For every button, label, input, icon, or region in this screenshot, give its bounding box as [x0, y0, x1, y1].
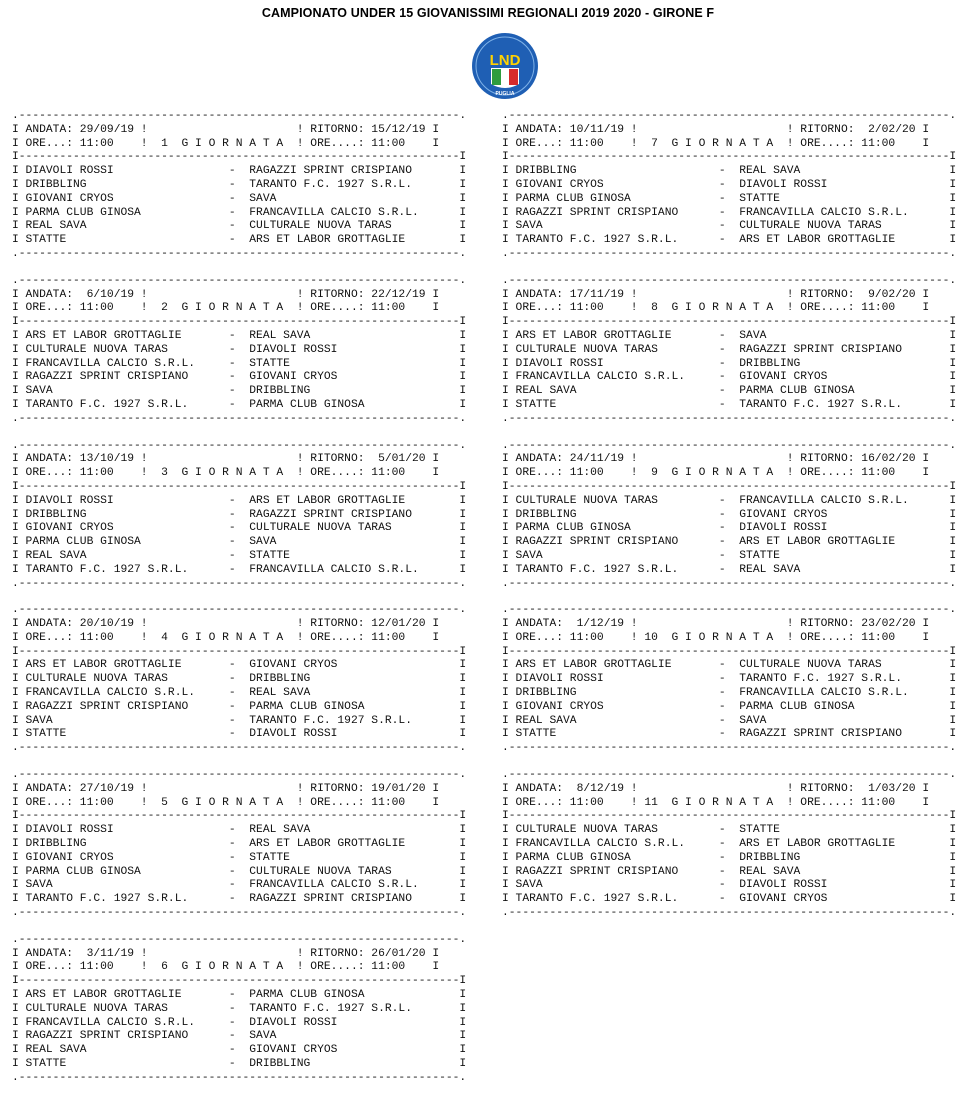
- andata-ritorno-header: I ANDATA: 1/12/19 ! ! RITORNO: 23/02/20 I: [502, 618, 930, 631]
- ore-giornata-header: I ORE...: 11:00 ! 8 G I O R N A T A ! ORE....: 11:00 I: [502, 302, 930, 315]
- ore-giornata-header: I ORE...: 11:00 ! 3 G I O R N A T A ! ORE....: 11:00 I: [12, 467, 440, 480]
- separator-line: I-----------------------------------------------------------------I: [12, 316, 467, 329]
- separator-line: I-----------------------------------------------------------------I: [12, 810, 467, 823]
- match-row: I DRIBBLING - ARS ET LABOR GROTTAGLIE I: [12, 838, 467, 851]
- separator-line: I-----------------------------------------------------------------I: [12, 975, 467, 988]
- match-row: I CULTURALE NUOVA TARAS - FRANCAVILLA CALCIO S.R.L. I: [502, 494, 957, 507]
- ore-giornata-header: I ORE...: 11:00 ! 6 G I O R N A T A ! ORE....: 11:00 I: [12, 961, 440, 974]
- ore-giornata-header: I ORE...: 11:00 ! 1 G I O R N A T A ! ORE....: 11:00 I: [12, 137, 440, 150]
- match-row: I ARS ET LABOR GROTTAGLIE - GIOVANI CRYOS I: [12, 659, 467, 672]
- match-row: I DRIBBLING - RAGAZZI SPRINT CRISPIANO I: [12, 508, 467, 521]
- match-row: I SAVA - DIAVOLI ROSSI I: [502, 879, 957, 892]
- schedule-column-right: [502, 110, 956, 934]
- match-row: I FRANCAVILLA CALCIO S.R.L. - GIOVANI CRYOS I: [502, 371, 957, 384]
- match-row: I DIAVOLI ROSSI - DRIBBLING I: [502, 357, 957, 370]
- match-row: I FRANCAVILLA CALCIO S.R.L. - ARS ET LABOR GROTTAGLIE I: [502, 838, 957, 851]
- giornata-block: [502, 440, 956, 592]
- andata-ritorno-header: I ANDATA: 8/12/19 ! ! RITORNO: 1/03/20 I: [502, 782, 930, 795]
- separator-line: I-----------------------------------------------------------------I: [502, 810, 957, 823]
- separator-line: I-----------------------------------------------------------------I: [502, 480, 957, 493]
- separator-line: .-----------------------------------------------------------------.: [502, 412, 957, 425]
- match-row: I RAGAZZI SPRINT CRISPIANO - FRANCAVILLA CALCIO S.R.L. I: [502, 206, 957, 219]
- ore-giornata-header: I ORE...: 11:00 ! 7 G I O R N A T A ! ORE....: 11:00 I: [502, 137, 930, 150]
- match-row: I PARMA CLUB GINOSA - FRANCAVILLA CALCIO S.R.L. I: [12, 206, 467, 219]
- match-row: I ARS ET LABOR GROTTAGLIE - REAL SAVA I: [12, 329, 467, 342]
- match-row: I DIAVOLI ROSSI - REAL SAVA I: [12, 824, 467, 837]
- schedule-column-left: [12, 110, 466, 1099]
- match-row: I RAGAZZI SPRINT CRISPIANO - GIOVANI CRYOS I: [12, 371, 467, 384]
- match-row: I SAVA - CULTURALE NUOVA TARAS I: [502, 220, 957, 233]
- match-row: I ARS ET LABOR GROTTAGLIE - SAVA I: [502, 329, 957, 342]
- match-row: I STATTE - ARS ET LABOR GROTTAGLIE I: [12, 234, 467, 247]
- match-row: I REAL SAVA - CULTURALE NUOVA TARAS I: [12, 220, 467, 233]
- giornata-block: [12, 110, 466, 262]
- andata-ritorno-header: I ANDATA: 3/11/19 ! ! RITORNO: 26/01/20 I: [12, 947, 440, 960]
- match-row: I STATTE - DIAVOLI ROSSI I: [12, 728, 467, 741]
- match-row: I STATTE - RAGAZZI SPRINT CRISPIANO I: [502, 728, 957, 741]
- ore-giornata-header: I ORE...: 11:00 ! 5 G I O R N A T A ! ORE....: 11:00 I: [12, 796, 440, 809]
- match-row: I STATTE - DRIBBLING I: [12, 1058, 467, 1070]
- separator-line: .-----------------------------------------------------------------.: [502, 110, 957, 122]
- match-row: I REAL SAVA - STATTE I: [12, 549, 467, 562]
- match-row: I GIOVANI CRYOS - STATTE I: [12, 851, 467, 864]
- match-row: I PARMA CLUB GINOSA - STATTE I: [502, 192, 957, 205]
- page-title: CAMPIONATO UNDER 15 GIOVANISSIMI REGIONALI 2019 2020 - GIRONE F: [261, 6, 715, 20]
- ore-giornata-header: I ORE...: 11:00 ! 2 G I O R N A T A ! ORE....: 11:00 I: [12, 302, 440, 315]
- andata-ritorno-header: I ANDATA: 24/11/19 ! ! RITORNO: 16/02/20 I: [502, 453, 930, 466]
- match-row: I RAGAZZI SPRINT CRISPIANO - ARS ET LABOR GROTTAGLIE I: [502, 536, 957, 549]
- match-row: I FRANCAVILLA CALCIO S.R.L. - STATTE I: [12, 357, 467, 370]
- separator-line: I-----------------------------------------------------------------I: [502, 316, 957, 329]
- match-row: I CULTURALE NUOVA TARAS - TARANTO F.C. 1927 S.R.L. I: [12, 1002, 467, 1015]
- separator-line: .-----------------------------------------------------------------.: [12, 412, 467, 425]
- separator-line: .-----------------------------------------------------------------.: [502, 274, 957, 287]
- match-row: I CULTURALE NUOVA TARAS - STATTE I: [502, 824, 957, 837]
- separator-line: .-----------------------------------------------------------------.: [12, 907, 467, 920]
- separator-line: I-----------------------------------------------------------------I: [12, 480, 467, 493]
- separator-line: I-----------------------------------------------------------------I: [12, 151, 467, 164]
- separator-line: I-----------------------------------------------------------------I: [502, 151, 957, 164]
- separator-line: .-----------------------------------------------------------------.: [502, 577, 957, 590]
- match-row: I RAGAZZI SPRINT CRISPIANO - PARMA CLUB GINOSA I: [12, 700, 467, 713]
- match-row: I CULTURALE NUOVA TARAS - RAGAZZI SPRINT CRISPIANO I: [502, 343, 957, 356]
- match-row: I SAVA - DRIBBLING I: [12, 385, 467, 398]
- match-row: I DRIBBLING - GIOVANI CRYOS I: [502, 508, 957, 521]
- giornata-block: [502, 275, 956, 427]
- match-row: I CULTURALE NUOVA TARAS - DIAVOLI ROSSI I: [12, 343, 467, 356]
- match-row: I DRIBBLING - TARANTO F.C. 1927 S.R.L. I: [12, 178, 467, 191]
- giornata-block: [12, 769, 466, 921]
- giornata-block: [12, 934, 466, 1086]
- separator-line: .-----------------------------------------------------------------.: [502, 604, 957, 617]
- match-row: I DRIBBLING - FRANCAVILLA CALCIO S.R.L. I: [502, 687, 957, 700]
- match-row: I SAVA - STATTE I: [502, 549, 957, 562]
- andata-ritorno-header: I ANDATA: 17/11/19 ! ! RITORNO: 9/02/20 I: [502, 288, 930, 301]
- match-row: I TARANTO F.C. 1927 S.R.L. - GIOVANI CRYOS I: [502, 893, 957, 906]
- separator-line: .-----------------------------------------------------------------.: [502, 769, 957, 782]
- match-row: I TARANTO F.C. 1927 S.R.L. - REAL SAVA I: [502, 563, 957, 576]
- separator-line: .-----------------------------------------------------------------.: [12, 274, 467, 287]
- match-row: I GIOVANI CRYOS - DIAVOLI ROSSI I: [502, 178, 957, 191]
- ore-giornata-header: I ORE...: 11:00 ! 4 G I O R N A T A ! ORE....: 11:00 I: [12, 631, 440, 644]
- andata-ritorno-header: I ANDATA: 29/09/19 ! ! RITORNO: 15/12/19 I: [12, 123, 440, 136]
- separator-line: .-----------------------------------------------------------------.: [12, 110, 467, 122]
- match-row: I RAGAZZI SPRINT CRISPIANO - SAVA I: [12, 1030, 467, 1043]
- match-row: I ARS ET LABOR GROTTAGLIE - PARMA CLUB GINOSA I: [12, 989, 467, 1002]
- giornata-block: [502, 769, 956, 921]
- match-row: I RAGAZZI SPRINT CRISPIANO - REAL SAVA I: [502, 865, 957, 878]
- andata-ritorno-header: I ANDATA: 6/10/19 ! ! RITORNO: 22/12/19 I: [12, 288, 440, 301]
- separator-line: .-----------------------------------------------------------------.: [502, 742, 957, 755]
- match-row: I REAL SAVA - SAVA I: [502, 714, 957, 727]
- andata-ritorno-header: I ANDATA: 27/10/19 ! ! RITORNO: 19/01/20 I: [12, 782, 440, 795]
- logo-text: LND: [489, 52, 521, 69]
- match-row: I FRANCAVILLA CALCIO S.R.L. - REAL SAVA I: [12, 687, 467, 700]
- match-row: I REAL SAVA - GIOVANI CRYOS I: [12, 1044, 467, 1057]
- match-row: I DIAVOLI ROSSI - ARS ET LABOR GROTTAGLIE I: [12, 494, 467, 507]
- match-row: I SAVA - TARANTO F.C. 1927 S.R.L. I: [12, 714, 467, 727]
- giornata-block: [12, 275, 466, 427]
- match-row: I STATTE - TARANTO F.C. 1927 S.R.L. I: [502, 398, 957, 411]
- match-row: I REAL SAVA - PARMA CLUB GINOSA I: [502, 385, 957, 398]
- match-row: I PARMA CLUB GINOSA - SAVA I: [12, 536, 467, 549]
- ore-giornata-header: I ORE...: 11:00 ! 11 G I O R N A T A ! ORE....: 11:00 I: [502, 796, 930, 809]
- separator-line: I-----------------------------------------------------------------I: [12, 645, 467, 658]
- match-row: I TARANTO F.C. 1927 S.R.L. - PARMA CLUB GINOSA I: [12, 398, 467, 411]
- match-row: I FRANCAVILLA CALCIO S.R.L. - DIAVOLI ROSSI I: [12, 1016, 467, 1029]
- match-row: I GIOVANI CRYOS - SAVA I: [12, 192, 467, 205]
- match-row: I DIAVOLI ROSSI - RAGAZZI SPRINT CRISPIANO I: [12, 165, 467, 178]
- giornata-block: [502, 604, 956, 756]
- match-row: I GIOVANI CRYOS - PARMA CLUB GINOSA I: [502, 700, 957, 713]
- separator-line: .-----------------------------------------------------------------.: [502, 247, 957, 260]
- match-row: I SAVA - FRANCAVILLA CALCIO S.R.L. I: [12, 879, 467, 892]
- separator-line: .-----------------------------------------------------------------.: [12, 933, 467, 946]
- separator-line: .-----------------------------------------------------------------.: [12, 1071, 467, 1084]
- separator-line: .-----------------------------------------------------------------.: [12, 769, 467, 782]
- andata-ritorno-header: I ANDATA: 10/11/19 ! ! RITORNO: 2/02/20 I: [502, 123, 930, 136]
- separator-line: I-----------------------------------------------------------------I: [502, 645, 957, 658]
- logo-subtext: PUGLIA: [495, 91, 515, 97]
- separator-line: .-----------------------------------------------------------------.: [12, 577, 467, 590]
- separator-line: .-----------------------------------------------------------------.: [12, 604, 467, 617]
- andata-ritorno-header: I ANDATA: 20/10/19 ! ! RITORNO: 12/01/20 I: [12, 618, 440, 631]
- separator-line: .-----------------------------------------------------------------.: [502, 907, 957, 920]
- separator-line: .-----------------------------------------------------------------.: [502, 439, 957, 452]
- ore-giornata-header: I ORE...: 11:00 ! 9 G I O R N A T A ! ORE....: 11:00 I: [502, 467, 930, 480]
- lnd-logo: [471, 32, 539, 100]
- match-row: I TARANTO F.C. 1927 S.R.L. - FRANCAVILLA CALCIO S.R.L. I: [12, 563, 467, 576]
- separator-line: .-----------------------------------------------------------------.: [12, 439, 467, 452]
- match-row: I ARS ET LABOR GROTTAGLIE - CULTURALE NUOVA TARAS I: [502, 659, 957, 672]
- giornata-block: [502, 110, 956, 262]
- match-row: I CULTURALE NUOVA TARAS - DRIBBLING I: [12, 673, 467, 686]
- match-row: I PARMA CLUB GINOSA - CULTURALE NUOVA TARAS I: [12, 865, 467, 878]
- separator-line: .-----------------------------------------------------------------.: [12, 247, 467, 260]
- andata-ritorno-header: I ANDATA: 13/10/19 ! ! RITORNO: 5/01/20 I: [12, 453, 440, 466]
- ore-giornata-header: I ORE...: 11:00 ! 10 G I O R N A T A ! ORE....: 11:00 I: [502, 631, 930, 644]
- match-row: I DIAVOLI ROSSI - TARANTO F.C. 1927 S.R.L. I: [502, 673, 957, 686]
- match-row: I TARANTO F.C. 1927 S.R.L. - ARS ET LABOR GROTTAGLIE I: [502, 234, 957, 247]
- match-row: I PARMA CLUB GINOSA - DIAVOLI ROSSI I: [502, 522, 957, 535]
- giornata-block: [12, 440, 466, 592]
- separator-line: .-----------------------------------------------------------------.: [12, 742, 467, 755]
- match-row: I DRIBBLING - REAL SAVA I: [502, 165, 957, 178]
- match-row: I PARMA CLUB GINOSA - DRIBBLING I: [502, 851, 957, 864]
- match-row: I TARANTO F.C. 1927 S.R.L. - RAGAZZI SPRINT CRISPIANO I: [12, 893, 467, 906]
- giornata-block: [12, 604, 466, 756]
- match-row: I GIOVANI CRYOS - CULTURALE NUOVA TARAS I: [12, 522, 467, 535]
